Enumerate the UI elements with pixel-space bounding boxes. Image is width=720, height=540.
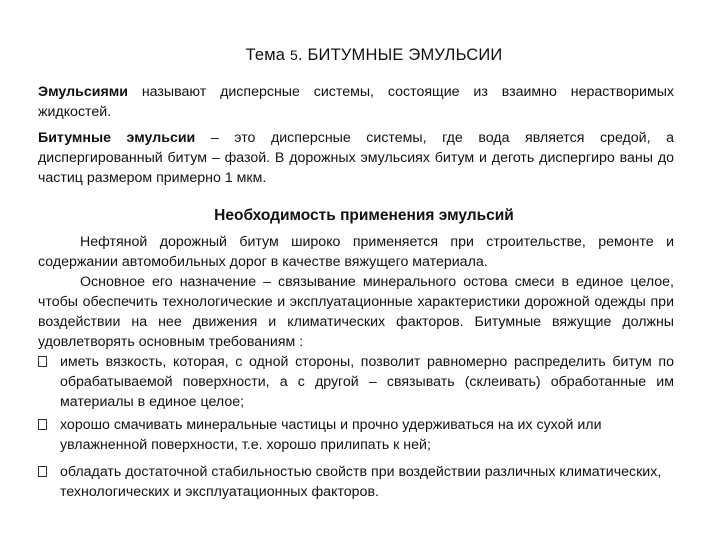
bitumen-emulsions-text: – это дисперсные системы, где вода является средой, а диспергированный битум – фазой. В дорожных эмульсиях битум и деготь диспергиро ваны до частиц размером примерно 1 мкм. — [38, 130, 674, 186]
title-prefix: Тема — [245, 46, 290, 64]
checkbox-bullet-icon — [38, 466, 47, 477]
body-block — [38, 232, 674, 352]
checkbox-bullet-icon — [38, 356, 47, 367]
emulsions-text: называют дисперсные системы, состоящие из взаимно нерастворимых жидкостей. — [38, 84, 674, 120]
section-subtitle: Необходимость применения эмульсий — [214, 207, 514, 224]
title-number: 5 — [289, 47, 298, 63]
bitumen-emulsions-definition — [38, 128, 674, 188]
title-text: . БИТУМНЫЕ ЭМУЛЬСИИ — [297, 46, 503, 64]
emulsions-definition — [38, 82, 674, 122]
definitions-block — [38, 82, 674, 188]
requirement-text: иметь вязкость, которая, с одной стороны, позволит равномерно распределить битум по обрабатываемой поверхности, а с другой – связывать (склеивать) обработанные им материалы в единое целое; — [60, 354, 674, 410]
body-paragraph-2: Основное его назначение – связывание минерального остова смеси в единое целое, чтобы обеспечить технологические и эксплуатационные характеристики дорожной одежды при воздействии на нее движения и климатических факторов. Битумные вяжущие должны удовлетворять основным требованиям : — [38, 274, 674, 350]
slide-title — [0, 46, 720, 65]
requirement-item — [38, 415, 674, 455]
requirement-text: обладать достаточной стабильностью свойств при воздействии различных климатических, технологических и эксплуатационных факторов. — [60, 464, 662, 500]
requirement-item — [38, 462, 674, 502]
body-paragraph-1: Нефтяной дорожный битум широко применяется при строительстве, ремонте и содержании автомобильных дорог в качестве вяжущего материала. — [38, 234, 674, 270]
requirements-list — [38, 352, 674, 502]
requirement-text: хорошо смачивать минеральные частицы и прочно удерживаться на их сухой или увлажненной поверхности, т.е. хорошо прилипать к ней; — [60, 417, 602, 453]
requirement-item — [38, 352, 674, 412]
emulsions-term: Эмульсиями — [38, 84, 128, 100]
bitumen-emulsions-term: Битумные эмульсии — [38, 130, 196, 146]
checkbox-bullet-icon — [38, 419, 47, 430]
